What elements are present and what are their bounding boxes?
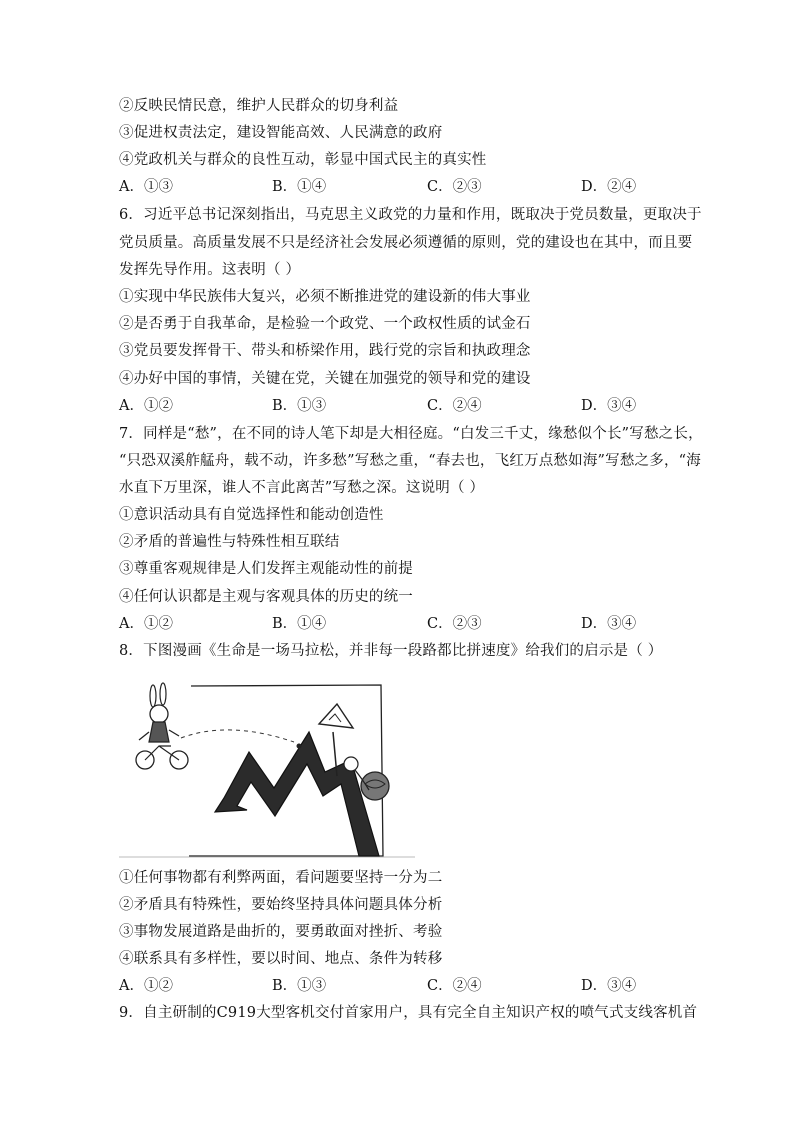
q5-option-d: D．②④: [581, 179, 637, 195]
q5-item-3: ③促进权责法定，建设智能高效、人民满意的政府: [119, 125, 443, 141]
q8-stem: 8．下图漫画《生命是一场马拉松，并非每一段路都比拼速度》给我们的启示是（ ）: [119, 643, 663, 659]
q7-option-b: B．①④: [272, 616, 327, 632]
q5-option-c: C．②③: [427, 179, 482, 195]
q7-option-d: D．③④: [581, 616, 637, 632]
q6-stem-line-1: 6．习近平总书记深刻指出，马克思主义政党的力量和作用，既取决于党员数量，更取决于: [119, 207, 702, 223]
q6-options: [119, 396, 679, 416]
q8-option-c: C．②④: [427, 978, 482, 994]
jump-trail: [181, 730, 294, 742]
q6-option-a: A．①②: [119, 398, 173, 414]
q6-item-3: ③党员要发挥骨干、带头和桥梁作用，践行党的宗旨和执政理念: [119, 343, 531, 359]
q8-item-3: ③事物发展道路是曲折的，要勇敢面对挫折、考验: [119, 924, 443, 940]
q7-stem-line-3: 水直下万里深，谁人不言此离苦”写愁之深。这说明（ ）: [119, 480, 485, 496]
q7-option-a: A．①②: [119, 616, 173, 632]
q7-item-4: ④任何认识都是主观与客观具体的历史的统一: [119, 589, 413, 605]
q8-item-2: ②矛盾具有特殊性，要始终坚持具体问题具体分析: [119, 897, 443, 913]
q6-option-d: D．③④: [581, 398, 637, 414]
q8-options: [119, 976, 679, 996]
q8-option-d: D．③④: [581, 978, 637, 994]
q7-options: [119, 614, 679, 634]
zigzag-road-icon: [215, 732, 379, 856]
q8-option-a: A．①②: [119, 978, 173, 994]
q7-item-1: ①意识活动具有自觉选择性和能动创造性: [119, 507, 384, 523]
rabbit-icon: [139, 683, 179, 742]
q7-stem-line-2: “只恐双溪舴艋舟，载不动，许多愁”写愁之重，“春去也，飞红万点愁如海”写愁之多，“海: [119, 453, 701, 469]
q8-option-b: B．①③: [272, 978, 327, 994]
q7-stem-line-1: 7．同样是“愁”，在不同的诗人笔下却是大相径庭。“白发三千丈，缘愁似个长”写愁之长，: [119, 426, 703, 442]
q6-item-4: ④办好中国的事情，关键在党，关键在加强党的领导和党的建设: [119, 371, 531, 387]
q5-item-2: ②反映民情民意，维护人民群众的切身利益: [119, 98, 399, 114]
q5-option-b: B．①④: [272, 179, 327, 195]
q6-item-1: ①实现中华民族伟大复兴，必须不断推进党的建设新的伟大事业: [119, 289, 531, 305]
trail-dot: [297, 744, 302, 749]
q9-stem: 9．自主研制的C919大型客机交付首家用户，具有完全自主知识产权的喷气式支线客机首: [119, 1005, 698, 1021]
q6-stem-line-3: 发挥先导作用。这表明（ ）: [119, 262, 301, 278]
marathon-cartoon: [119, 680, 415, 860]
q5-option-a: A．①③: [119, 179, 173, 195]
cartoon-drawing: [119, 680, 415, 860]
q8-item-1: ①任何事物都有利弊两面，看问题要坚持一分为二: [119, 870, 443, 886]
q7-option-c: C．②③: [427, 616, 482, 632]
q7-item-2: ②矛盾的普遍性与特殊性相互联结: [119, 534, 340, 550]
bicycle-icon: [136, 746, 188, 769]
q6-option-c: C．②④: [427, 398, 482, 414]
q7-item-3: ③尊重客观规律是人们发挥主观能动性的前提: [119, 561, 413, 577]
q8-item-4: ④联系具有多样性，要以时间、地点、条件为转移: [119, 951, 443, 967]
q5-options: [119, 177, 679, 197]
q6-option-b: B．①③: [272, 398, 327, 414]
q6-item-2: ②是否勇于自我革命，是检验一个政党、一个政权性质的试金石: [119, 316, 531, 332]
q5-item-4: ④党政机关与群众的良性互动，彰显中国式民主的真实性: [119, 152, 487, 168]
q6-stem-line-2: 党员质量。高质量发展不只是经济社会发展必须遵循的原则，党的建设也在其中，而且要: [119, 235, 693, 251]
